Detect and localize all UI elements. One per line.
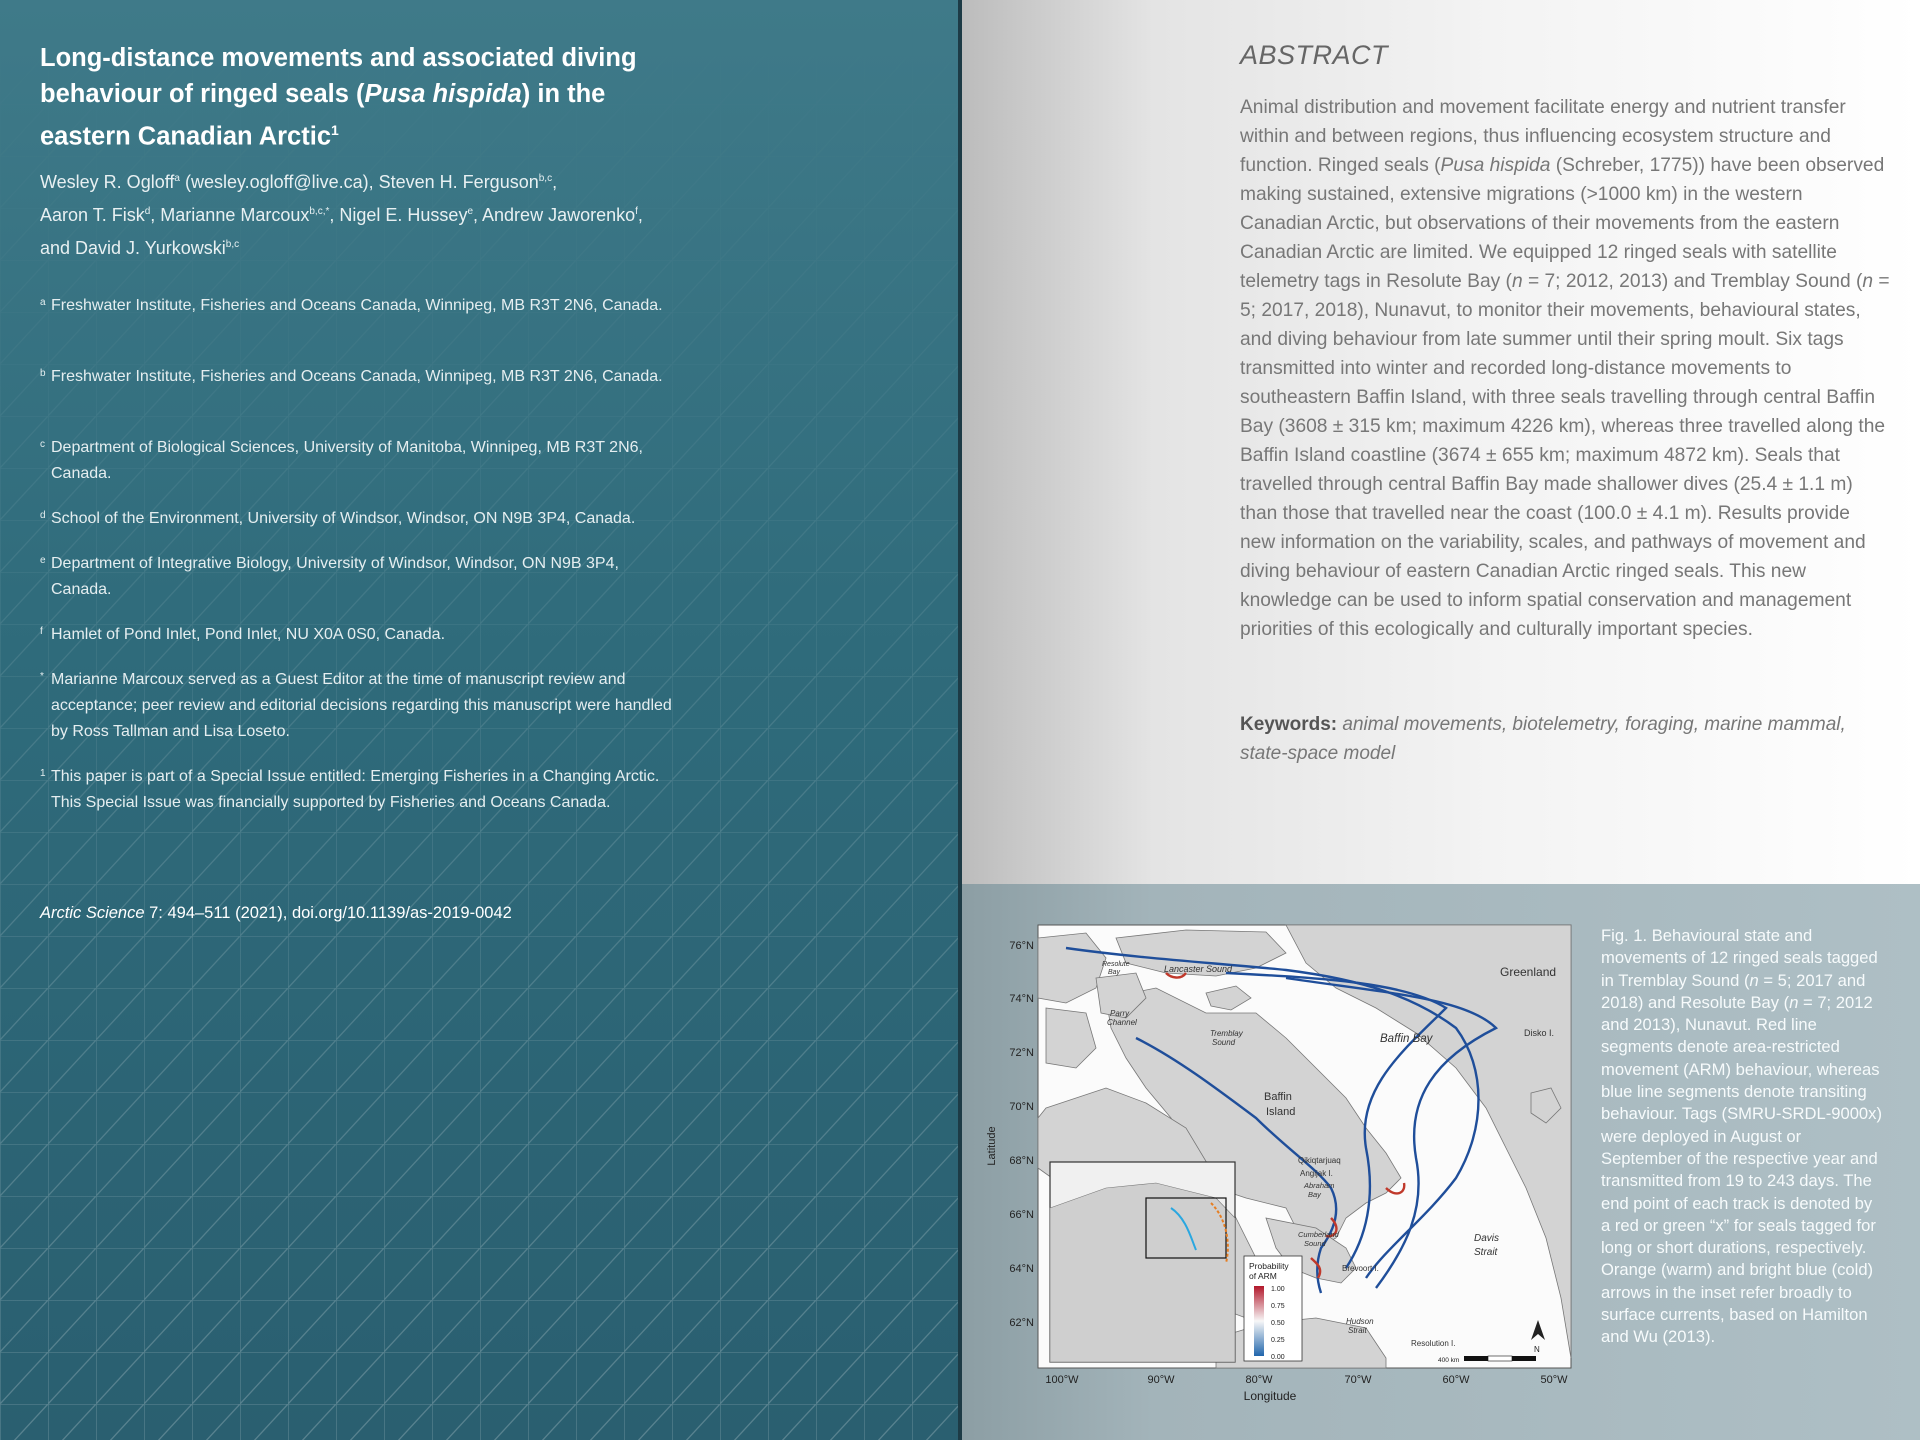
legend-tick: 0.75 bbox=[1271, 1303, 1285, 1310]
y-tick-label: 62°N bbox=[1009, 1317, 1034, 1329]
label-angijak: Angijak I. bbox=[1300, 1169, 1333, 1178]
legend-colorbar bbox=[1254, 1286, 1264, 1356]
x-tick-label: 100°W bbox=[1045, 1374, 1079, 1386]
label-hudson-strait: Hudson bbox=[1346, 1317, 1374, 1326]
x-tick-label: 90°W bbox=[1147, 1374, 1175, 1386]
special-issue-note: 1 This paper is part of a Special Issue entitled: Emerging Fisheries in a Changing Arctic. This Special Issue was financially supported by Fisheries and Oceans Canada. bbox=[40, 768, 660, 811]
legend-tick: 1.00 bbox=[1271, 1286, 1285, 1293]
keywords-list: animal movements, biotelemetry, foraging, marine mammal, state-space model bbox=[1240, 714, 1846, 764]
doi-link[interactable]: doi.org/10.1139/as-2019-0042 bbox=[291, 904, 512, 922]
affiliation-d: d School of the Environment, University of Windsor, Windsor, ON N9B 3P4, Canada. bbox=[40, 510, 636, 527]
label-disko: Disko I. bbox=[1524, 1028, 1555, 1038]
label-davis-strait: Davis bbox=[1474, 1233, 1500, 1244]
legend-tick: 0.25 bbox=[1271, 1337, 1285, 1344]
seal-track-map bbox=[986, 918, 1586, 1418]
label-parry-channel: Channel bbox=[1107, 1018, 1137, 1027]
affiliation-b: b Freshwater Institute, Fisheries and Oceans Canada, Winnipeg, MB R3T 2N6, Canada. bbox=[40, 368, 663, 385]
label-cumberland-sound: Cumberland bbox=[1298, 1230, 1339, 1239]
scale-label: 400 km bbox=[1438, 1357, 1460, 1364]
north-label: N bbox=[1534, 1345, 1540, 1354]
paper-title: Long-distance movements and associated diving behaviour of ringed seals (Pusa hispida) in the eastern Canadian Arctic$^1$ bbox=[40, 44, 637, 151]
inset-landmass bbox=[1050, 1183, 1235, 1362]
x-axis bbox=[1045, 1374, 1568, 1386]
y-tick-label: 70°N bbox=[1009, 1101, 1034, 1113]
x-tick-label: 70°W bbox=[1344, 1374, 1372, 1386]
label-greenland: Greenland bbox=[1500, 965, 1557, 979]
y-tick-label: 72°N bbox=[1009, 1047, 1034, 1059]
abstract-heading: ABSTRACT bbox=[1240, 40, 1389, 70]
y-axis-label: Latitude bbox=[986, 1126, 998, 1166]
y-tick-label: 68°N bbox=[1009, 1155, 1034, 1167]
label-davis-strait: Strait bbox=[1474, 1247, 1498, 1258]
affiliation-f: f Hamlet of Pond Inlet, Pond Inlet, NU X0A 0S0, Canada. bbox=[40, 626, 446, 643]
y-axis bbox=[1009, 940, 1034, 1329]
abstract-body: Animal distribution and movement facilitate energy and nutrient transfer within and between regions, thus influencing ecosystem structure and function. Ringed seals (Pusa hispida (Schreber, 1775)) have been observed making sustained, extensive migrations (>1000 km) in the western Canadian Arctic, but observations of their movements from the eastern Canadian Arctic are limited. We equipped 12 ringed seals with satellite telemetry tags in Resolute Bay (n = 7; 2012, 2013) and Tremblay Sound (n = 5; 2017, 2018), Nunavut, to monitor their movements, behavioural states, and diving behaviour from late summer until their spring moult. Six tags transmitted into winter and recorded long-distance movements to southeastern Baffin Island, with three seals travelling through central Baffin Bay (3608 ± 315 km; maximum 4226 km), whereas three travelled along the Baffin Island coastline (3674 ± 655 km; maximum 4872 km). Seals that travelled through central Baffin Bay made shallower dives (25.4 ± 1.1 m) than those that travelled near the coast (100.0 ± 4.1 m). Results provide new information on the variability, scales, and pathways of movement and diving behaviour of eastern Canadian Arctic ringed seals. This new knowledge can be used to inform spatial conservation and management priorities of this ecologically and culturally important species. bbox=[1240, 97, 1890, 640]
label-tremblay-sound: Tremblay bbox=[1210, 1029, 1243, 1038]
affiliation-c: c Department of Biological Sciences, University of Manitoba, Winnipeg, MB R3T 2N6, Canada. bbox=[40, 439, 643, 482]
y-tick-label: 64°N bbox=[1009, 1263, 1034, 1275]
legend-tick: 0.50 bbox=[1271, 1320, 1285, 1327]
author: Steven H. Ferguson$^{b,c}$, bbox=[378, 172, 558, 192]
x-tick-label: 60°W bbox=[1442, 1374, 1470, 1386]
author: Andrew Jaworenko$^f$, bbox=[482, 205, 643, 225]
x-axis-label: Longitude bbox=[1243, 1389, 1297, 1403]
x-tick-label: 80°W bbox=[1245, 1374, 1273, 1386]
label-tremblay-sound: Sound bbox=[1212, 1038, 1236, 1047]
label-cumberland-sound: Sound bbox=[1304, 1239, 1326, 1248]
author-list bbox=[40, 164, 690, 263]
label-abraham-bay: Bay bbox=[1308, 1190, 1321, 1199]
legend-tick: 0.00 bbox=[1271, 1354, 1285, 1361]
journal-name: Arctic Science bbox=[40, 904, 145, 922]
label-resolution-island: Resolution I. bbox=[1411, 1339, 1456, 1348]
title-species: Pusa hispida bbox=[364, 80, 522, 108]
y-tick-label: 76°N bbox=[1009, 940, 1034, 952]
affiliation-e: e Department of Integrative Biology, University of Windsor, Windsor, ON N9B 3P4, Canada. bbox=[40, 555, 619, 598]
inset-map bbox=[1050, 1162, 1235, 1362]
label-abraham-bay: Abraham bbox=[1304, 1181, 1335, 1190]
affiliation-a: a Freshwater Institute, Fisheries and Oceans Canada, Winnipeg, MB R3T 2N6, Canada. bbox=[40, 297, 663, 314]
arm-probability-legend bbox=[1244, 1256, 1302, 1361]
label-baffin-island: Baffin bbox=[1264, 1091, 1292, 1103]
figure-caption: Fig. 1. Behavioural state and movements of 12 ringed seals tagged in Tremblay Sound (n = 5; 2017 and 2018) and Resolute Bay (n = 7; 2012 and 2013), Nunavut. Red line segments denote area-restricted movement (ARM) behaviour, whereas blue line segments denote transiting behaviour. Tags (SMRU-SRDL-9000x) were deployed in August or September of the respective year and transmitted from 19 to 243 days. The end point of each track is denoted by a red or green “x” for seals tagged for long or short durations, respectively. Orange (warm) and bright blue (cold) arrows in the inset refer broadly to surface currents, based on Hamilton and Wu (2013). bbox=[1601, 926, 1882, 1347]
label-resolute-bay: Resolute bbox=[1102, 961, 1130, 968]
author: Wesley R. Ogloff$^a$ (wesley.ogloff@live.ca), bbox=[40, 172, 379, 192]
label-baffin-island: Island bbox=[1266, 1106, 1296, 1118]
label-brevoort: Brevoort I. bbox=[1342, 1264, 1379, 1273]
keywords-label: Keywords: bbox=[1240, 714, 1338, 735]
author: Marianne Marcoux$^{b,c,*}$, bbox=[160, 205, 340, 225]
affiliation-guest-editor-note: * Marianne Marcoux served as a Guest Editor at the time of manuscript review and acceptance; peer review and editorial decisions regarding this manuscript were handled by Ross Tallman and Lisa Loseto. bbox=[40, 671, 672, 740]
label-parry-channel: Parry bbox=[1110, 1009, 1130, 1018]
y-tick-label: 66°N bbox=[1009, 1209, 1034, 1221]
label-baffin-bay: Baffin Bay bbox=[1380, 1033, 1433, 1045]
citation: Arctic Science 7: 494–511 (2021), doi.org/10.1139/as-2019-0042 bbox=[40, 904, 512, 922]
left-page bbox=[0, 0, 958, 1440]
author: Aaron T. Fisk$^d$, bbox=[40, 205, 161, 225]
legend-title-2: of ARM bbox=[1249, 1271, 1277, 1281]
author: and David J. Yurkowski$^{b,c}$ bbox=[40, 238, 240, 258]
label-lancaster-sound: Lancaster Sound bbox=[1164, 964, 1233, 974]
author: Nigel E. Hussey$^e$, bbox=[339, 205, 483, 225]
label-resolute-bay: Bay bbox=[1108, 969, 1121, 976]
x-tick-label: 50°W bbox=[1540, 1374, 1568, 1386]
keywords bbox=[1240, 710, 1890, 768]
legend-title-1: Probability bbox=[1249, 1261, 1289, 1271]
label-hudson-strait: Strait bbox=[1348, 1326, 1367, 1335]
y-tick-label: 74°N bbox=[1009, 993, 1034, 1005]
label-qikiqtarjuaq: Qikiqtarjuaq bbox=[1298, 1156, 1341, 1165]
